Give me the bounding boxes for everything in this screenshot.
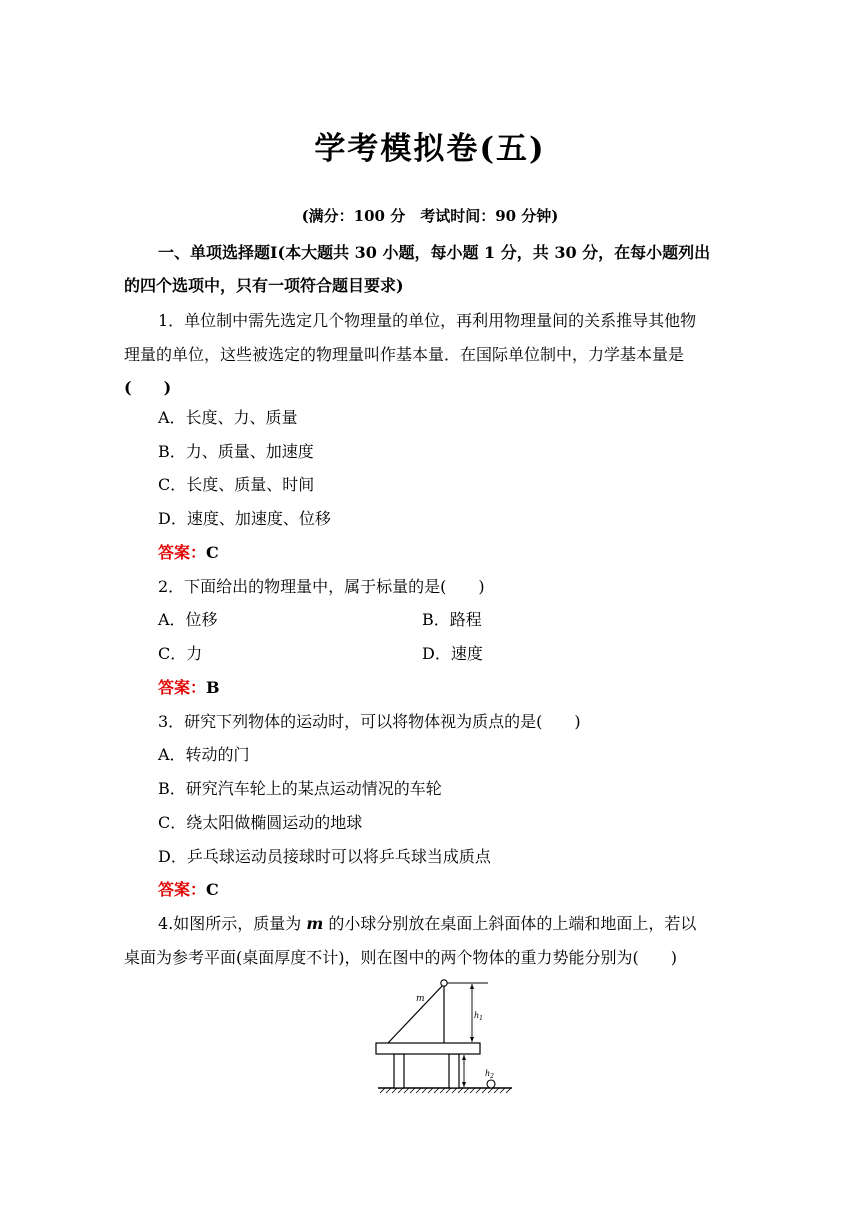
q4-stem-line1 (158, 911, 696, 934)
table-leg-right (449, 1054, 459, 1088)
q2-option-a: A．位移 (158, 610, 218, 629)
h2-arrowhead-top (462, 1055, 466, 1060)
section-desc: (本大题共 30 小题，每小题 1 分，共 30 分，在每小题列出 (277, 243, 711, 262)
section-desc-cont: 的四个选项中，只有一项符合题目要求) (124, 276, 404, 295)
q2-option-d: D．速度 (422, 644, 483, 663)
q1-stem-line3: ( ) (124, 378, 172, 397)
answer-label: 答案： (158, 543, 207, 562)
q4-stem-post: 的小球分别放在桌面上斜面体的上端和地面上，若以 (323, 914, 697, 933)
exam-info: (满分：100 分 考试时间：90 分钟) (301, 207, 559, 225)
h1-arrowhead-top (470, 984, 474, 989)
q3-option-c: C．绕太阳做椭圆运动的地球 (158, 813, 363, 832)
q2-answer (158, 675, 220, 698)
incline-body (388, 984, 444, 1043)
h1-arrowhead-bottom (470, 1037, 474, 1042)
q3-option-b: B．研究汽车轮上的某点运动情况的车轮 (158, 779, 442, 798)
ball-ground (487, 1080, 495, 1088)
q3-option-d: D．乒乓球运动员接球时可以将乒乓球当成质点 (158, 847, 491, 866)
answer-label: 答案： (158, 880, 207, 899)
q1-stem-line2: 理量的单位，这些被选定的物理量叫作基本量．在国际单位制中，力学基本量是 (124, 345, 685, 364)
q1-option-d: D．速度、加速度、位移 (158, 509, 331, 528)
q2-option-c: C．力 (158, 644, 203, 663)
label-m: m (416, 994, 425, 1004)
answer-value: C (206, 543, 219, 562)
q4-stem-pre: 4.如图所示，质量为 (158, 914, 307, 933)
q3-option-a: A．转动的门 (158, 745, 250, 764)
q2-stem: 2．下面给出的物理量中，属于标量的是( ) (158, 577, 485, 596)
ball-top (441, 980, 447, 986)
q4-stem-line2: 桌面为参考平面(桌面厚度不计)，则在图中的两个物体的重力势能分别为( ) (124, 948, 677, 967)
label-h1: $h_1$ (474, 1011, 483, 1022)
label-h2: $h_2$ (485, 1069, 494, 1080)
table-leg-left (394, 1054, 404, 1088)
section-heading: 一、单项选择题Ⅰ (158, 243, 278, 262)
table-top (376, 1043, 480, 1054)
answer-label: 答案： (158, 678, 207, 697)
q1-answer (158, 540, 219, 563)
q2-option-b: B．路程 (422, 610, 482, 629)
answer-value: C (206, 880, 219, 899)
h2-arrowhead-bottom (462, 1082, 466, 1087)
q3-stem: 3．研究下列物体的运动时，可以将物体视为质点的是( ) (158, 712, 581, 731)
q4-stem-var: m (306, 914, 324, 933)
q3-answer (158, 877, 219, 900)
q1-option-a: A．长度、力、质量 (158, 408, 298, 427)
ground-hatch (380, 1088, 511, 1093)
q1-option-c: C．长度、质量、时间 (158, 475, 315, 494)
q1-stem-line1: 1．单位制中需先选定几个物理量的单位，再利用物理量间的关系推导其他物 (158, 311, 697, 330)
section-intro (158, 240, 710, 263)
incline-table-figure (370, 975, 520, 1097)
q1-option-b: B．力、质量、加速度 (158, 442, 314, 461)
answer-value: B (206, 678, 220, 697)
page-title: 学考模拟卷(五) (314, 131, 546, 167)
